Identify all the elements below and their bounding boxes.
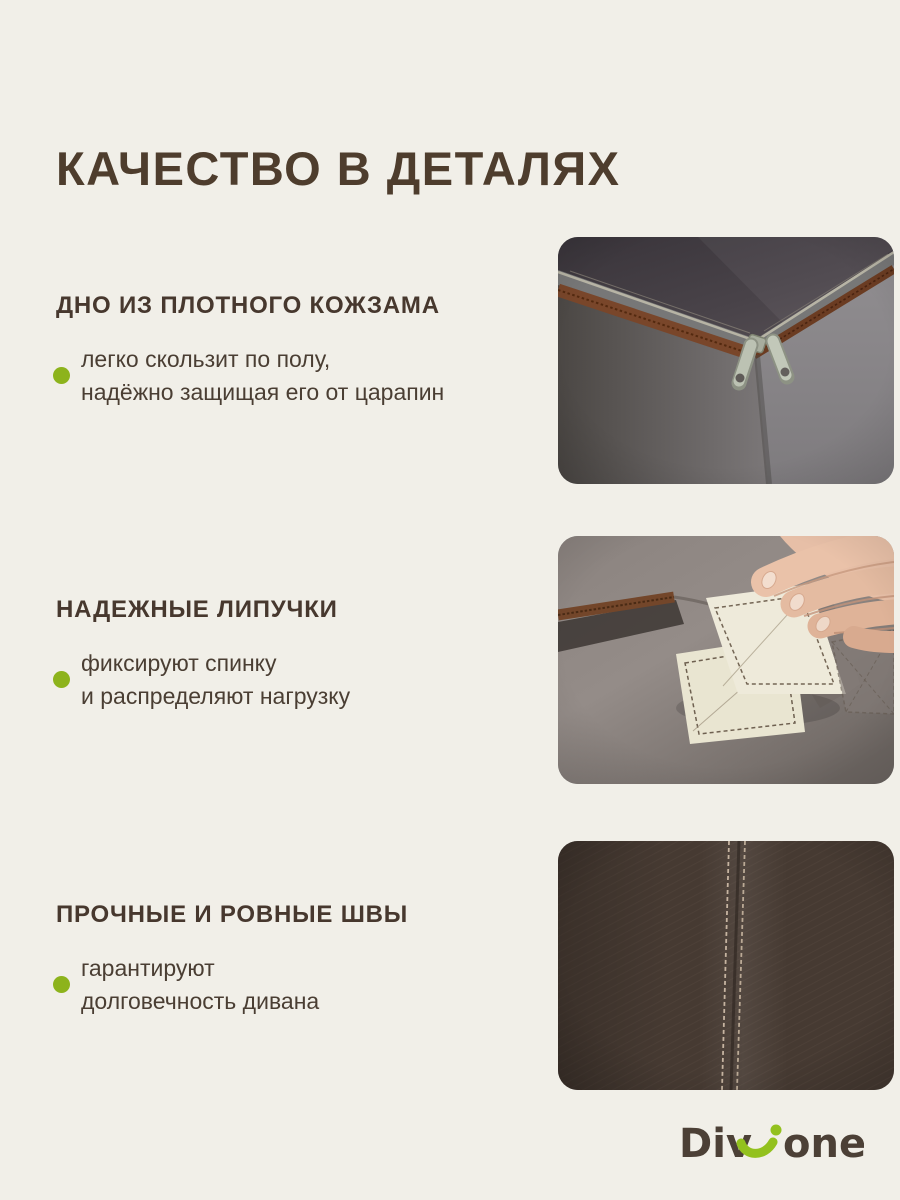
- section-seams: [53, 901, 513, 1018]
- bullet-row: [53, 343, 513, 409]
- bullet-text: [81, 647, 350, 713]
- brand-logo: [679, 1118, 864, 1168]
- brand-logo-graphic: [679, 1118, 864, 1168]
- bullet-row: [53, 647, 513, 713]
- page-title: КАЧЕСТВО В ДЕТАЛЯХ: [56, 142, 621, 195]
- photo-stitched-seam: [558, 841, 894, 1090]
- section-heading: НАДЕЖНЫЕ ЛИПУЧКИ: [56, 596, 338, 623]
- bullet-dot-icon: [53, 671, 70, 688]
- bullet-line: гарантируют: [81, 954, 215, 981]
- bullet-dot-icon: [53, 976, 70, 993]
- section-velcro: [53, 596, 513, 713]
- brand-text-prefix: Div: [679, 1121, 752, 1167]
- bullet-text: [81, 952, 319, 1018]
- bullet-row: [53, 952, 513, 1018]
- case-corner-illustration: [558, 237, 894, 484]
- bullet-line: и распределяют нагрузку: [81, 682, 351, 709]
- bullet-text: [81, 343, 444, 409]
- photo-velcro-hand: [558, 536, 894, 784]
- bullet-line: легко скользит по полу,: [81, 345, 331, 372]
- velcro-hand-illustration: [558, 536, 894, 784]
- section-heading: ДНО ИЗ ПЛОТНОГО КОЖЗАМА: [56, 292, 440, 319]
- bullet-line: долговечность дивана: [81, 987, 320, 1014]
- seam-illustration: [558, 841, 894, 1090]
- smile-dot-icon: [771, 1125, 782, 1136]
- bullet-dot-icon: [53, 367, 70, 384]
- bullet-line: фиксируют спинку: [81, 649, 277, 676]
- brand-text-suffix: one: [783, 1121, 864, 1167]
- bullet-line: надёжно защищая его от царапин: [81, 378, 445, 405]
- section-heading: ПРОЧНЫЕ И РОВНЫЕ ШВЫ: [56, 901, 409, 928]
- section-bottom-material: [53, 292, 513, 409]
- smile-icon: [741, 1142, 773, 1153]
- photo-case-corner-zipper: [558, 237, 894, 484]
